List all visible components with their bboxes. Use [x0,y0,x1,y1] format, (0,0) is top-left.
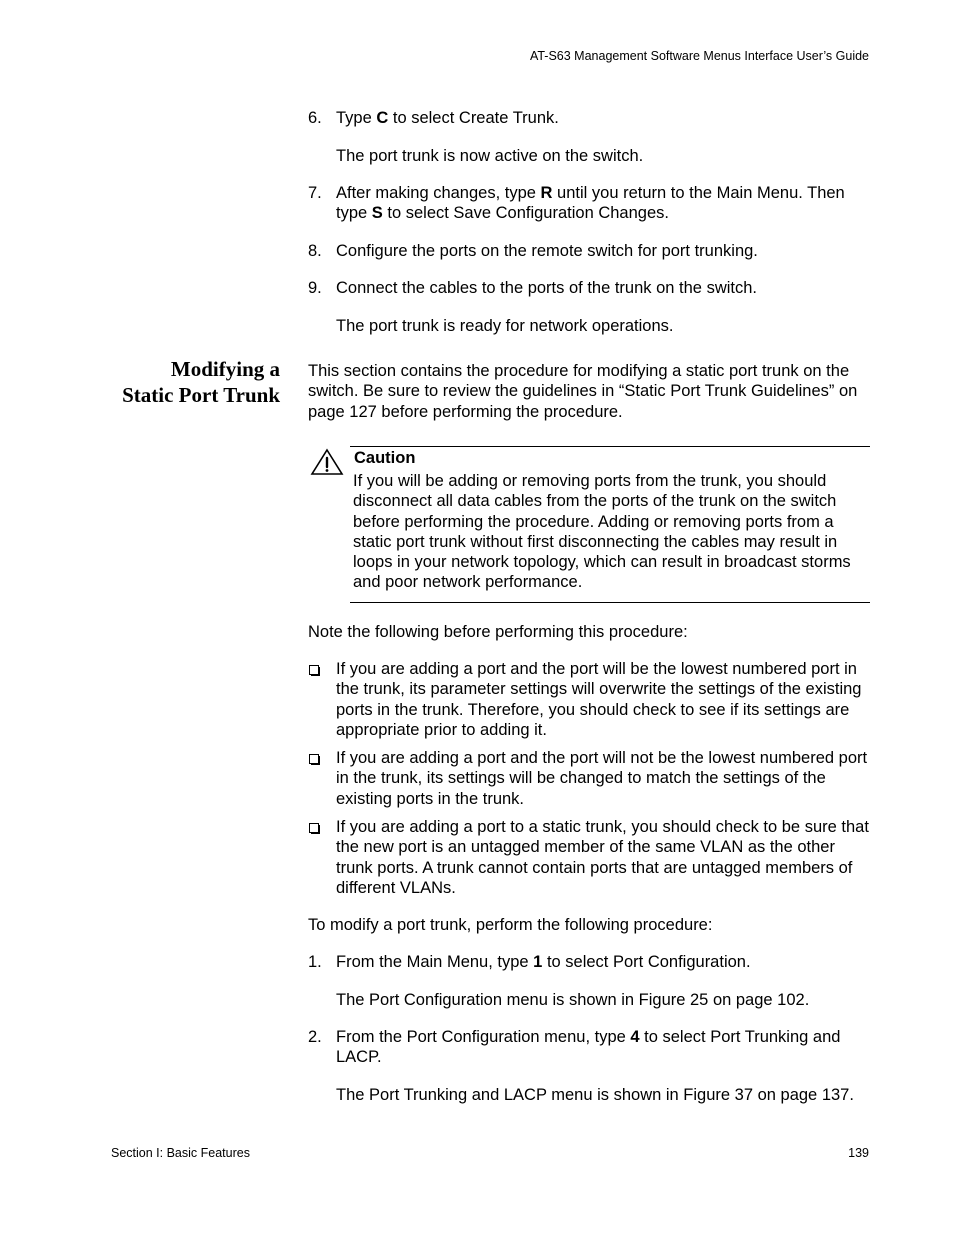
checkbox-bullet-icon [309,754,319,764]
section-intro: This section contains the procedure for modifying a static port trunk on the switch. Be sure to review the guidelines in “Static Port Trunk Guidelines” on page 127 before performing the procedure. [308,362,858,421]
bullet-item: If you are adding a port and the port will be the lowest numbered port in the trunk, its parameter settings will overwrite the settings of the existing ports in the trunk. Therefore, you should check to see if its settings are appropriate prior to adding it. [336,660,862,739]
caution-text: If you will be adding or removing ports from the trunk, you should disconnect all data cables from the ports of the trunk on the switch before performing the procedure. Adding or removing ports from a static port trunk without first disconnecting the cables may result in loops in your network topology, which can result in broadcast storms and poor network performance. [353,472,851,592]
page-number: 139 [848,1146,869,1160]
step-text: Connect the cables to the ports of the trunk on the switch. [336,279,757,297]
step-text: Type C to select Create Trunk. [336,109,559,127]
caution-bottom-rule [350,602,870,603]
step-number: 9. [308,279,322,297]
caution-top-rule [350,446,870,447]
step-note: The Port Configuration menu is shown in Figure 25 on page 102. [336,991,810,1009]
step-note: The port trunk is now active on the switch. [336,147,644,165]
checkbox-bullet-icon [309,823,319,833]
key-letter: C [376,109,389,127]
step-note: The port trunk is ready for network operations. [336,317,674,335]
warning-triangle-icon [310,448,344,476]
key-letter: 4 [630,1028,640,1046]
step-number: 1. [308,953,322,971]
section-heading: Modifying a Static Port Trunk [122,357,280,407]
footer-section: Section I: Basic Features [111,1146,250,1160]
step-number: 2. [308,1028,322,1046]
step-text: From the Port Configuration menu, type 4 to select Port Trunking and LACP. [336,1028,841,1067]
key-letter: S [371,204,383,223]
bullet-item: If you are adding a port to a static trunk, you should check to be sure that the new port is an untagged member of the same VLAN as the other trunk ports. A trunk cannot contain ports that are untagged members of different VLANs. [336,818,869,897]
bullet-item: If you are adding a port and the port will not be the lowest numbered port in the trunk, its settings will be changed to match the settings of the existing ports in the trunk. [336,749,868,808]
step-number: 8. [308,242,322,260]
step-number: 6. [308,109,322,127]
running-header: AT-S63 Management Software Menus Interface User’s Guide [529,49,869,63]
caution-title: Caution [354,449,416,467]
key-letter: R [540,184,553,202]
procedure-intro: To modify a port trunk, perform the following procedure: [308,916,713,934]
step-text: After making changes, type R until you return to the Main Menu. Then type S to select Save Configuration Changes. [336,184,845,223]
key-letter: 1 [533,953,543,971]
step-text: From the Main Menu, type 1 to select Port Configuration. [336,953,751,971]
step-text: Configure the ports on the remote switch for port trunking. [336,242,758,260]
checkbox-bullet-icon [309,665,319,675]
step-note: The Port Trunking and LACP menu is shown in Figure 37 on page 137. [336,1086,854,1104]
note-intro: Note the following before performing this procedure: [308,623,688,641]
step-number: 7. [308,184,322,202]
